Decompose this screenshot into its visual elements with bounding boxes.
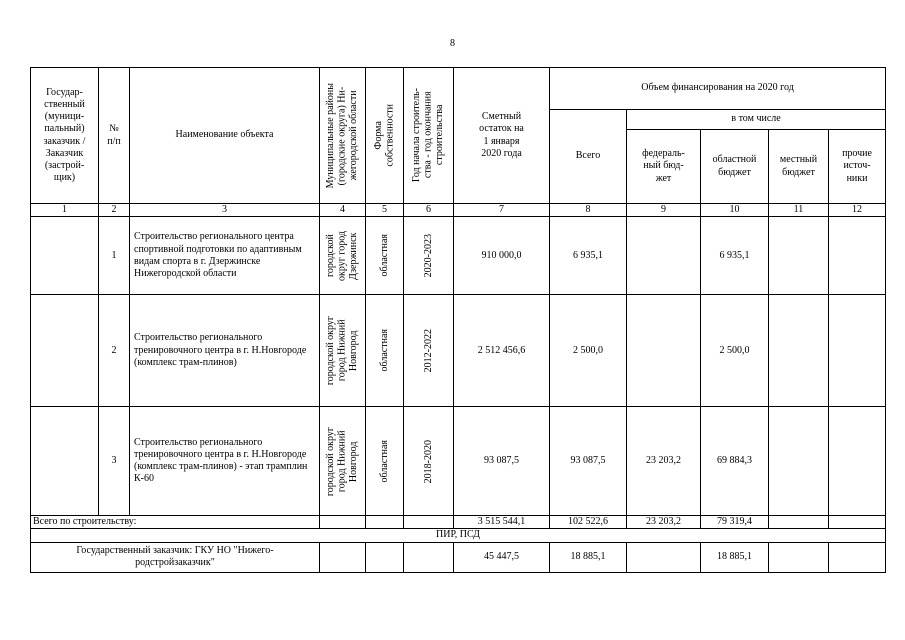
row-object-name: Строительство регионального центра спортивной подготовки по адаптивным видам спорта в г. Дзержинске Нижегородской области — [130, 217, 320, 295]
construction-total-local — [769, 516, 829, 529]
column-number: 6 — [404, 204, 454, 217]
header-regional: областной бюджет — [701, 130, 769, 204]
empty-cell — [366, 542, 404, 572]
header-object-name: Наименование объекта — [130, 68, 320, 204]
empty-cell — [320, 542, 366, 572]
row-local — [769, 407, 829, 516]
row-total: 6 935,1 — [550, 217, 627, 295]
row-regional: 2 500,0 — [701, 295, 769, 407]
column-number: 3 — [130, 204, 320, 217]
row-other — [829, 295, 886, 407]
row-total: 93 087,5 — [550, 407, 627, 516]
row-object-name: Строительство регионального тренировочного центра в г. Н.Новгороде (комплекс трам-плинов) — [130, 295, 320, 407]
customer-local — [769, 542, 829, 572]
header-federal: федераль- ный бюд- жет — [627, 130, 701, 204]
row-object-name: Строительство регионального тренировочного центра в г. Н.Новгороде (комплекс трам-плинов) - этап трамплин К-60 — [130, 407, 320, 516]
customer-total: 18 885,1 — [550, 542, 627, 572]
row-num: 3 — [99, 407, 130, 516]
row-other — [829, 407, 886, 516]
header-years — [404, 68, 454, 204]
row-federal — [627, 295, 701, 407]
customer-regional: 18 885,1 — [701, 542, 769, 572]
column-number: 1 — [31, 204, 99, 217]
table-row — [31, 295, 886, 407]
row-num: 1 — [99, 217, 130, 295]
column-number: 8 — [550, 204, 627, 217]
construction-total-estimate: 3 515 544,1 — [454, 516, 550, 529]
construction-total-regional: 79 319,4 — [701, 516, 769, 529]
row-federal — [627, 217, 701, 295]
column-number: 10 — [701, 204, 769, 217]
section-row — [31, 529, 886, 542]
row-years — [404, 217, 454, 295]
column-number: 9 — [627, 204, 701, 217]
row-customer-cell — [31, 407, 99, 516]
row-ownership-text: областная — [378, 234, 390, 277]
column-number: 12 — [829, 204, 886, 217]
row-estimate: 93 087,5 — [454, 407, 550, 516]
column-number: 2 — [99, 204, 130, 217]
row-customer-cell — [31, 295, 99, 407]
row-municipality — [320, 295, 366, 407]
row-municipality-text: городской округ город Нижний Новгород — [325, 426, 360, 496]
header-estimate: Сметный остаток на 1 января 2020 года — [454, 68, 550, 204]
header-customer: Государ- ственный (муници- пальный) заказчик / Заказчик (застрой- щик) — [31, 68, 99, 204]
customer-estimate: 45 447,5 — [454, 542, 550, 572]
empty-cell — [320, 516, 366, 529]
header-ownership-text: Форма собственности — [373, 104, 396, 167]
table-row — [31, 217, 886, 295]
header-including: в том числе — [627, 110, 886, 130]
customer-other — [829, 542, 886, 572]
header-local: местный бюджет — [769, 130, 829, 204]
column-number: 11 — [769, 204, 829, 217]
page-number: 8 — [450, 38, 455, 49]
section-title: ПИР, ПСД — [31, 529, 886, 542]
row-total: 2 500,0 — [550, 295, 627, 407]
row-years-text: 2020-2023 — [422, 234, 434, 278]
row-municipality-text: городской округ город Нижний Новгород — [325, 316, 360, 386]
construction-total-other — [829, 516, 886, 529]
empty-cell — [404, 542, 454, 572]
construction-total-label: Всего по строительству: — [31, 516, 320, 529]
customer-label: Государственный заказчик: ГКУ НО "Нижего- родстройзаказчик" — [31, 542, 320, 572]
row-municipality — [320, 407, 366, 516]
column-numbers-row — [31, 204, 886, 217]
header-ownership — [366, 68, 404, 204]
row-ownership-text: областная — [378, 329, 390, 372]
row-other — [829, 217, 886, 295]
row-federal: 23 203,2 — [627, 407, 701, 516]
row-regional: 6 935,1 — [701, 217, 769, 295]
customer-federal — [627, 542, 701, 572]
row-estimate: 2 512 456,6 — [454, 295, 550, 407]
row-years — [404, 295, 454, 407]
construction-total-total: 102 522,6 — [550, 516, 627, 529]
row-regional: 69 884,3 — [701, 407, 769, 516]
row-local — [769, 295, 829, 407]
empty-cell — [366, 516, 404, 529]
empty-cell — [404, 516, 454, 529]
row-ownership — [366, 217, 404, 295]
row-ownership-text: областная — [378, 439, 390, 483]
header-num: № п/п — [99, 68, 130, 204]
row-estimate: 910 000,0 — [454, 217, 550, 295]
row-years — [404, 407, 454, 516]
row-num: 2 — [99, 295, 130, 407]
header-years-text: Год начала строитель- ства - год окончания строительства — [411, 88, 446, 183]
header-municipality — [320, 68, 366, 204]
row-local — [769, 217, 829, 295]
row-customer-cell — [31, 217, 99, 295]
header-funding-title: Объем финансирования на 2020 год — [550, 68, 886, 110]
row-ownership — [366, 407, 404, 516]
header-other: прочие источ- ники — [829, 130, 886, 204]
row-years-text: 2012-2022 — [422, 329, 434, 373]
header-total: Всего — [550, 110, 627, 204]
financing-table — [30, 67, 886, 573]
construction-total-row — [31, 516, 886, 529]
construction-total-federal: 23 203,2 — [627, 516, 701, 529]
customer-row — [31, 542, 886, 572]
row-municipality-text: городской округ город Дзержинск — [325, 230, 360, 281]
table-row — [31, 407, 886, 516]
column-number: 4 — [320, 204, 366, 217]
row-years-text: 2018-2020 — [422, 439, 434, 483]
row-municipality — [320, 217, 366, 295]
header-municipality-text: Муниципальные районы (городские округа) Ни- жегородской области — [325, 82, 360, 189]
row-ownership — [366, 295, 404, 407]
column-number: 5 — [366, 204, 404, 217]
column-number: 7 — [454, 204, 550, 217]
